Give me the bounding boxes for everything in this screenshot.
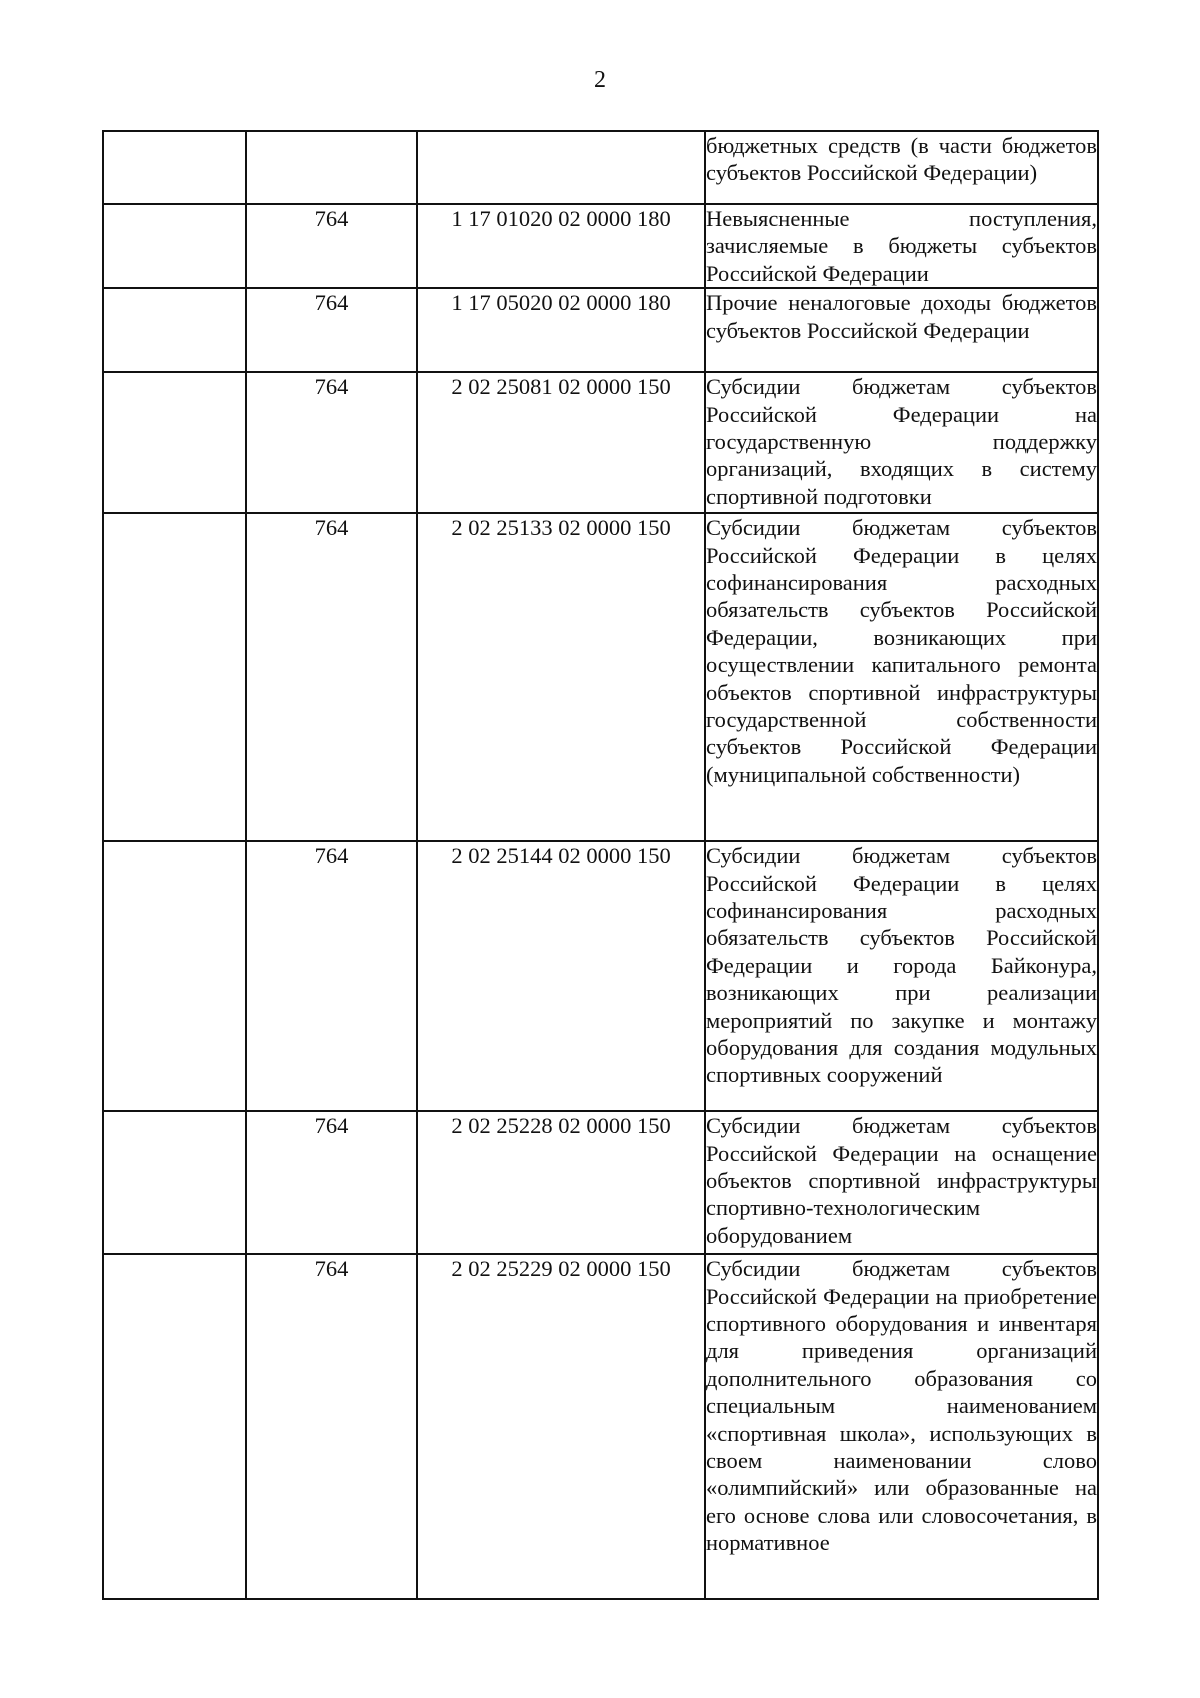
table-row bbox=[103, 204, 1098, 288]
budget-classification-table bbox=[102, 130, 1099, 1600]
income-description-cell: Субсидии бюджетам субъектов Российской Федерации в целях софинансирования расходных обязательств субъектов Российской Федерации, возникающих при осуществлении капитального ремонта объектов спортивной инфраструктуры государственной собственности субъектов Российской Федерации (муниципальной собственности) bbox=[705, 513, 1098, 841]
income-description-cell: бюджетных средств (в части бюджетов субъектов Российской Федерации) bbox=[705, 131, 1098, 204]
admin-code-cell: 764 bbox=[246, 288, 417, 372]
income-description-cell: Субсидии бюджетам субъектов Российской Федерации на оснащение объектов спортивной инфраструктуры спортивно-технологическим оборудованием bbox=[705, 1111, 1098, 1254]
table-row bbox=[103, 841, 1098, 1111]
row-cell-blank bbox=[103, 288, 246, 372]
table-row bbox=[103, 513, 1098, 841]
admin-code-cell: 764 bbox=[246, 204, 417, 288]
row-cell-blank bbox=[103, 1254, 246, 1599]
admin-code-cell: 764 bbox=[246, 513, 417, 841]
table-row bbox=[103, 131, 1098, 204]
admin-code-cell: 764 bbox=[246, 1254, 417, 1599]
income-description-cell: Субсидии бюджетам субъектов Российской Федерации на приобретение спортивного оборудования и инвентаря для приведения организаций дополнительного образования со специальным наименованием «спортивная школа», использующих в своем наименовании слово «олимпийский» или образованные на его основе слова или словосочетания, в нормативное bbox=[705, 1254, 1098, 1599]
budget-code-cell: 2 02 25229 02 0000 150 bbox=[417, 1254, 705, 1599]
page-number: 2 bbox=[594, 67, 606, 93]
row-cell-blank bbox=[103, 131, 246, 204]
income-description-cell: Прочие неналоговые доходы бюджетов субъектов Российской Федерации bbox=[705, 288, 1098, 372]
row-cell-blank bbox=[103, 841, 246, 1111]
budget-code-cell bbox=[417, 131, 705, 204]
row-cell-blank bbox=[103, 1111, 246, 1254]
budget-code-cell: 1 17 05020 02 0000 180 bbox=[417, 288, 705, 372]
admin-code-cell: 764 bbox=[246, 372, 417, 513]
budget-code-cell: 2 02 25081 02 0000 150 bbox=[417, 372, 705, 513]
table-row bbox=[103, 288, 1098, 372]
table-row bbox=[103, 1254, 1098, 1599]
admin-code-cell bbox=[246, 131, 417, 204]
row-cell-blank bbox=[103, 513, 246, 841]
admin-code-cell: 764 bbox=[246, 841, 417, 1111]
income-description-cell: Субсидии бюджетам субъектов Российской Федерации на государственную поддержку организаций, входящих в систему спортивной подготовки bbox=[705, 372, 1098, 513]
table-row bbox=[103, 372, 1098, 513]
budget-code-cell: 2 02 25228 02 0000 150 bbox=[417, 1111, 705, 1254]
admin-code-cell: 764 bbox=[246, 1111, 417, 1254]
budget-code-cell: 1 17 01020 02 0000 180 bbox=[417, 204, 705, 288]
budget-code-cell: 2 02 25133 02 0000 150 bbox=[417, 513, 705, 841]
row-cell-blank bbox=[103, 204, 246, 288]
row-cell-blank bbox=[103, 372, 246, 513]
income-description-cell: Субсидии бюджетам субъектов Российской Федерации в целях софинансирования расходных обязательств субъектов Российской Федерации и города Байконура, возникающих при реализации мероприятий по закупке и монтажу оборудования для создания модульных спортивных сооружений bbox=[705, 841, 1098, 1111]
income-description-cell: Невыясненные поступления, зачисляемые в бюджеты субъектов Российской Федерации bbox=[705, 204, 1098, 288]
budget-code-cell: 2 02 25144 02 0000 150 bbox=[417, 841, 705, 1111]
table-row bbox=[103, 1111, 1098, 1254]
